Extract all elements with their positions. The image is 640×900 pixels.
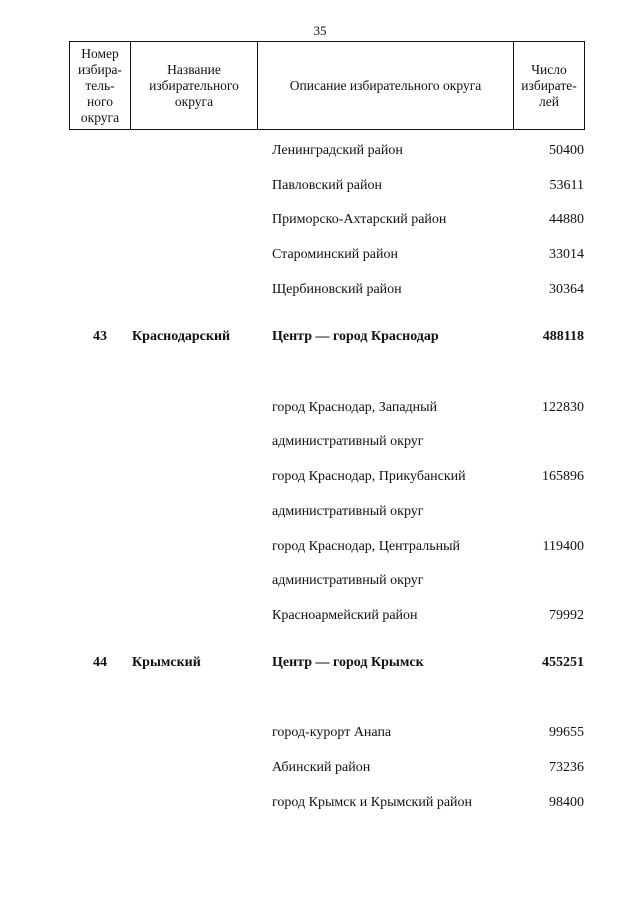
row-description: Абинский район (272, 760, 371, 775)
header-col-voters (514, 42, 584, 129)
row-description: город Краснодар, Центральный (272, 539, 461, 554)
district-voters: 488118 (542, 329, 584, 344)
header-col-name (131, 42, 258, 129)
row-description-cont: административный округ (272, 573, 424, 588)
row-description: Староминский район (272, 247, 398, 262)
row-description-cont: административный округ (272, 434, 424, 449)
row-voters: 119400 (542, 539, 584, 554)
header-col-number (70, 42, 131, 129)
row-voters: 165896 (542, 469, 584, 484)
row-description: город-курорт Анапа (272, 725, 392, 740)
row-description: Щербиновский район (272, 282, 402, 297)
header-col-description-text: Описание избирательного округа (289, 77, 482, 93)
row-voters: 99655 (549, 725, 584, 740)
district-center: Центр — город Краснодар (272, 329, 439, 344)
header-col-voters-text: Число избирате- лей (521, 61, 577, 109)
district-number: 43 (93, 329, 107, 344)
row-description: Красноармейский район (272, 608, 418, 623)
row-description-cont: административный округ (272, 504, 424, 519)
header-col-number-text: Номер избира- тель- ного округа (78, 45, 122, 125)
row-voters: 44880 (549, 212, 584, 227)
row-voters: 53611 (549, 178, 584, 193)
row-description: Павловский район (272, 178, 382, 193)
row-voters: 33014 (549, 247, 584, 262)
row-voters: 30364 (549, 282, 584, 297)
row-description: Ленинградский район (272, 143, 403, 158)
row-voters: 73236 (549, 760, 584, 775)
row-description: город Крымск и Крымский район (272, 795, 473, 810)
row-description: город Краснодар, Прикубанский (272, 469, 466, 484)
page-number: 35 (313, 23, 327, 38)
row-voters: 122830 (542, 400, 584, 415)
row-description: Приморско-Ахтарский район (272, 212, 447, 227)
header-col-name-text: Название избирательного округа (149, 61, 239, 109)
row-voters: 98400 (549, 795, 584, 810)
row-description: город Краснодар, Западный (272, 400, 438, 415)
district-center: Центр — город Крымск (272, 655, 424, 670)
table-header (69, 41, 585, 130)
district-name: Крымский (132, 655, 201, 670)
district-number: 44 (93, 655, 107, 670)
district-name: Краснодарский (132, 329, 231, 344)
row-voters: 79992 (549, 608, 584, 623)
header-col-description (258, 42, 514, 129)
row-voters: 50400 (549, 143, 584, 158)
district-voters: 455251 (542, 655, 584, 670)
